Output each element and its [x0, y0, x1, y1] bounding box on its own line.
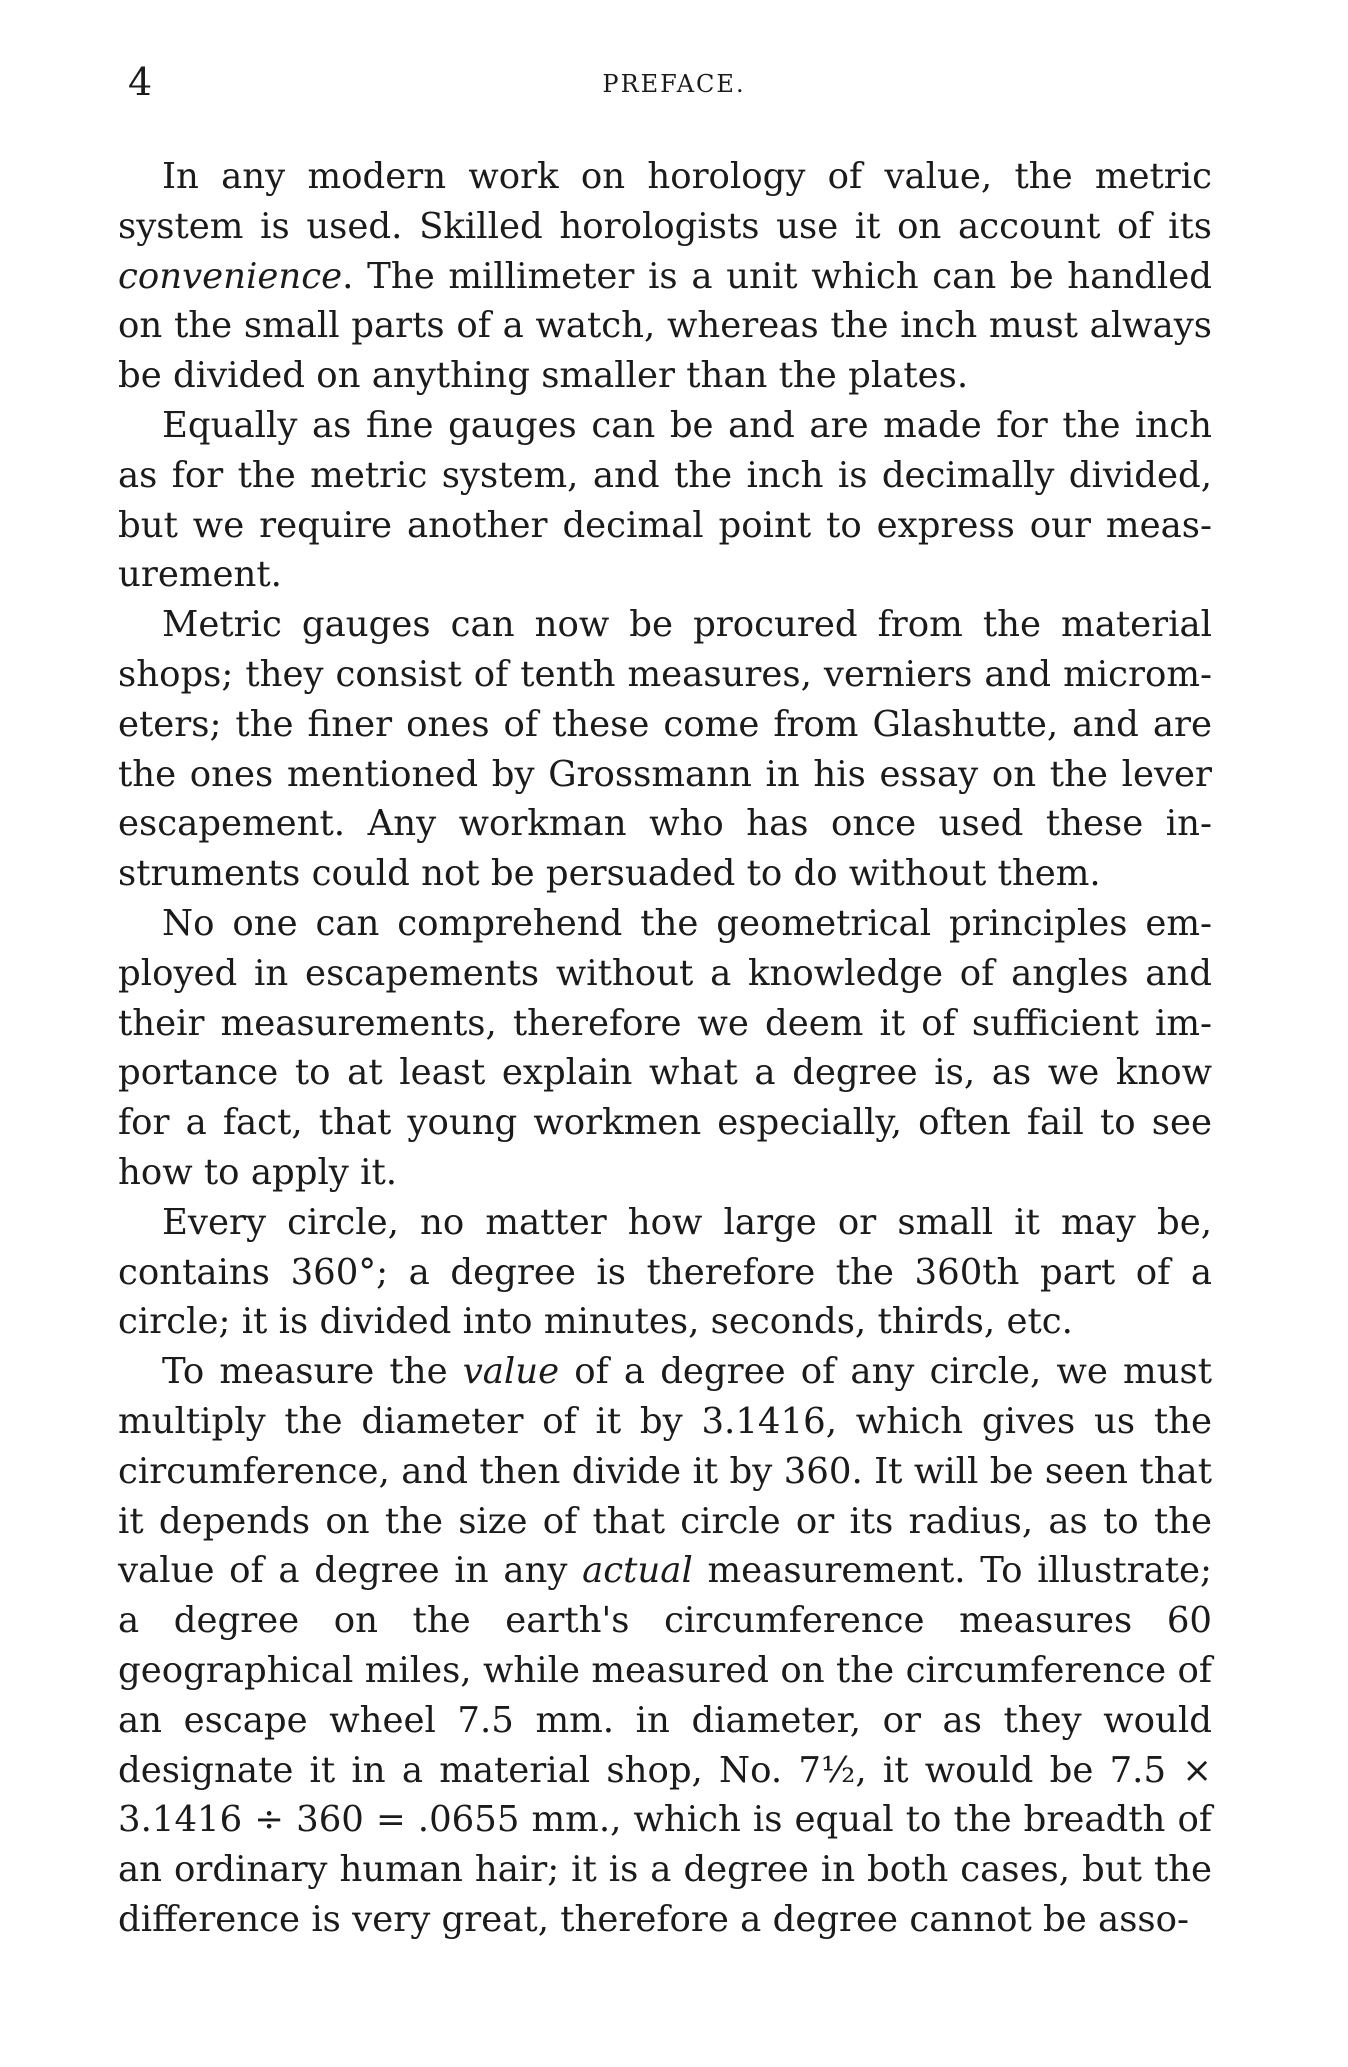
text-run: To measure the [162, 1351, 463, 1393]
text-run: In any modern work on horology of value, the metric system is used. Skilled horologists use it on account of its [118, 156, 1212, 247]
paragraph [118, 1347, 1212, 1945]
body-text [118, 152, 1212, 1945]
page-number: 4 [128, 60, 153, 104]
paragraph [118, 152, 1212, 401]
text-run: Metric gauges can now be procured from the material shops; they consist of tenth measures, verniers and micrometers; the finer ones of these come from Glashutte, and are the ones mentioned by Grossmann in his essay on the lever escapement. Any workman who has once used these instruments could not be persuaded to do without them. [118, 604, 1212, 895]
italic-term: actual [582, 1550, 693, 1592]
text-run: No one can comprehend the geometrical principles employed in escapements without a knowledge of angles and their measurements, therefore we deem it of sufficient importance to at least explain what a degree is, as we know for a fact, that young workmen especially, often fail to see how to apply it. [118, 902, 1212, 1193]
text-run: measurement. To illustrate; a degree on the earth's circumference measures 60 geographical miles, while measured on the circumference of an escape wheel 7.5 mm. in diameter, or as they would designate it in a material shop, No. 7½, it would be 7.5 × 3.1416 ÷ 360 = .0655 mm., which is equal to the breadth of an ordinary human hair; it is a degree in both cases, but the difference is very great, therefore a degree cannot be asso- [118, 1550, 1212, 1940]
text-run: of a degree of any circle, we must multiply the diameter of it by 3.1416, which gives us the circumference, and then divide it by 360. It will be seen that it depends on the size of that circle or its radius, as to the value of a degree in any [118, 1351, 1212, 1592]
paragraph [118, 600, 1212, 899]
text-run: Every circle, no matter how large or small it may be, contains 360°; a degree is therefore the 360th part of a circle; it is divided into minutes, seconds, thirds, etc. [118, 1201, 1212, 1343]
italic-term: value [462, 1351, 560, 1393]
page-header [124, 56, 1224, 116]
paragraph [118, 1198, 1212, 1347]
paragraph [118, 899, 1212, 1198]
running-head: PREFACE. [602, 70, 746, 98]
italic-term: convenience [118, 255, 343, 297]
paragraph [118, 401, 1212, 600]
text-run: Equally as fine gauges can be and are made for the inch as for the metric system, and the inch is decimally divided, but we require another decimal point to express our measurement. [118, 404, 1212, 596]
text-run: . The millimeter is a unit which can be handled on the small parts of a watch, whereas the inch must always be divided on anything smaller than the plates. [118, 255, 1212, 397]
